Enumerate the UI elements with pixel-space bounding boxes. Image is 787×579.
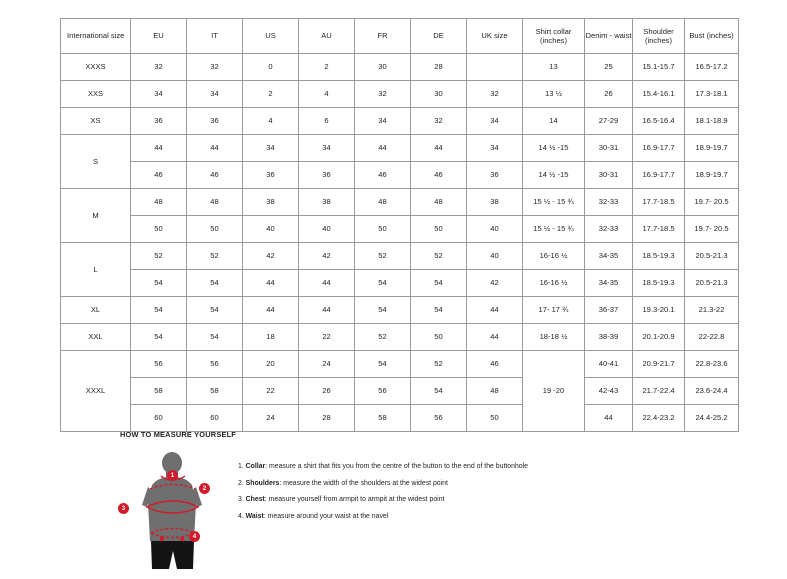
- cell-international-size: XL: [61, 297, 131, 324]
- instruction-text: : measure around your waist at the navel: [263, 512, 389, 520]
- cell-uk-size: 40: [467, 216, 523, 243]
- column-header-denim-waist: Denim - waist: [585, 19, 633, 54]
- instruction-label: Collar: [245, 463, 266, 470]
- cell-au: 2: [299, 54, 355, 81]
- cell-it: 48: [187, 189, 243, 216]
- cell-us: 38: [243, 189, 299, 216]
- column-header-fr: FR: [355, 19, 411, 54]
- table-body: [61, 54, 739, 432]
- cell-eu: 48: [131, 189, 187, 216]
- cell-denim-waist: 25: [585, 54, 633, 81]
- cell-international-size: M: [61, 189, 131, 243]
- column-header-au: AU: [299, 19, 355, 54]
- table-row: [61, 81, 739, 108]
- cell-it: 54: [187, 270, 243, 297]
- cell-it: 36: [187, 108, 243, 135]
- cell-uk-size: 36: [467, 162, 523, 189]
- table-row: [61, 108, 739, 135]
- cell-shirt-collar: 19 -20: [523, 351, 585, 432]
- cell-denim-waist: 34-35: [585, 243, 633, 270]
- table-header: [61, 19, 739, 54]
- cell-international-size: XXXL: [61, 351, 131, 432]
- cell-fr: 54: [355, 270, 411, 297]
- cell-fr: 48: [355, 189, 411, 216]
- cell-fr: 30: [355, 54, 411, 81]
- cell-shoulder: 17.7-18.5: [633, 216, 685, 243]
- cell-shoulder: 19.3-20.1: [633, 297, 685, 324]
- cell-shirt-collar: 18-18 ½: [523, 324, 585, 351]
- cell-it: 44: [187, 135, 243, 162]
- badge-chest: 3: [118, 503, 129, 514]
- cell-us: 20: [243, 351, 299, 378]
- cell-de: 52: [411, 351, 467, 378]
- cell-uk-size: 32: [467, 81, 523, 108]
- cell-de: 30: [411, 81, 467, 108]
- instruction-line: [238, 496, 528, 503]
- cell-fr: 52: [355, 243, 411, 270]
- cell-shirt-collar: 14: [523, 108, 585, 135]
- cell-us: 4: [243, 108, 299, 135]
- cell-uk-size: 42: [467, 270, 523, 297]
- cell-it: 54: [187, 324, 243, 351]
- cell-au: 22: [299, 324, 355, 351]
- cell-au: 4: [299, 81, 355, 108]
- instruction-label: Chest: [245, 496, 265, 503]
- table-row: [61, 378, 739, 405]
- table-row: [61, 270, 739, 297]
- cell-shoulder: 17.7-18.5: [633, 189, 685, 216]
- cell-bust: 16.5-17.2: [685, 54, 739, 81]
- table-row: [61, 54, 739, 81]
- badge-shoulders: 2: [199, 483, 210, 494]
- cell-uk-size: [467, 54, 523, 81]
- cell-eu: 54: [131, 324, 187, 351]
- cell-de: 52: [411, 243, 467, 270]
- cell-bust: 23.6-24.4: [685, 378, 739, 405]
- table-row: [61, 135, 739, 162]
- table-row: [61, 405, 739, 432]
- instruction-line: [238, 463, 528, 470]
- cell-denim-waist: 40-41: [585, 351, 633, 378]
- cell-de: 54: [411, 270, 467, 297]
- cell-it: 50: [187, 216, 243, 243]
- cell-us: 42: [243, 243, 299, 270]
- cell-shirt-collar: 14 ½ -15: [523, 162, 585, 189]
- table-row: [61, 243, 739, 270]
- table-row: [61, 324, 739, 351]
- instruction-text: : measure a shirt that fits you from the centre of the button to the end of the buttonhole: [265, 463, 528, 470]
- cell-international-size: XXL: [61, 324, 131, 351]
- cell-de: 32: [411, 108, 467, 135]
- cell-shirt-collar: 16-16 ½: [523, 270, 585, 297]
- instruction-line: [238, 513, 528, 520]
- column-header-international-size: International size: [61, 19, 131, 54]
- cell-uk-size: 34: [467, 135, 523, 162]
- cell-shoulder: 21.7-22.4: [633, 378, 685, 405]
- cell-bust: 24.4-25.2: [685, 405, 739, 432]
- cell-uk-size: 50: [467, 405, 523, 432]
- how-to-measure-section: [120, 430, 760, 574]
- cell-international-size: XXS: [61, 81, 131, 108]
- table-row: [61, 216, 739, 243]
- cell-shirt-collar: 13 ½: [523, 81, 585, 108]
- cell-denim-waist: 42-43: [585, 378, 633, 405]
- cell-de: 50: [411, 216, 467, 243]
- instruction-line: [238, 480, 528, 487]
- cell-us: 24: [243, 405, 299, 432]
- cell-shoulder: 15.4-16.1: [633, 81, 685, 108]
- cell-bust: 19.7- 20.5: [685, 216, 739, 243]
- cell-eu: 52: [131, 243, 187, 270]
- cell-eu: 58: [131, 378, 187, 405]
- badge-collar: 1: [167, 470, 178, 481]
- column-header-shirt-collar: Shirt collar (inches): [523, 19, 585, 54]
- cell-us: 22: [243, 378, 299, 405]
- cell-fr: 46: [355, 162, 411, 189]
- cell-international-size: XXXS: [61, 54, 131, 81]
- table-row: [61, 351, 739, 378]
- cell-shoulder: 22.4-23.2: [633, 405, 685, 432]
- cell-bust: 22.8-23.6: [685, 351, 739, 378]
- cell-bust: 17.3-18.1: [685, 81, 739, 108]
- cell-shoulder: 16.9-17.7: [633, 162, 685, 189]
- cell-au: 26: [299, 378, 355, 405]
- cell-it: 32: [187, 54, 243, 81]
- cell-us: 44: [243, 297, 299, 324]
- cell-us: 2: [243, 81, 299, 108]
- torso-illustration-svg: [120, 449, 230, 574]
- cell-us: 44: [243, 270, 299, 297]
- cell-shirt-collar: 14 ½ -15: [523, 135, 585, 162]
- cell-denim-waist: 32-33: [585, 189, 633, 216]
- cell-shoulder: 15.1-15.7: [633, 54, 685, 81]
- cell-shirt-collar: 15 ½ - 15 ¾: [523, 216, 585, 243]
- cell-shoulder: 18.5-19.3: [633, 270, 685, 297]
- cell-denim-waist: 34-35: [585, 270, 633, 297]
- how-to-measure-title: HOW TO MEASURE YOURSELF: [120, 430, 237, 439]
- cell-bust: 20.5-21.3: [685, 270, 739, 297]
- cell-au: 34: [299, 135, 355, 162]
- cell-shoulder: 16.9-17.7: [633, 135, 685, 162]
- cell-au: 40: [299, 216, 355, 243]
- cell-fr: 44: [355, 135, 411, 162]
- cell-denim-waist: 26: [585, 81, 633, 108]
- cell-bust: 22-22.8: [685, 324, 739, 351]
- cell-bust: 18.1-18.9: [685, 108, 739, 135]
- cell-fr: 56: [355, 378, 411, 405]
- cell-bust: 21.3-22: [685, 297, 739, 324]
- cell-shoulder: 20.9-21.7: [633, 351, 685, 378]
- cell-eu: 54: [131, 270, 187, 297]
- cell-shoulder: 20.1-20.9: [633, 324, 685, 351]
- cell-shirt-collar: 15 ½ - 15 ¾: [523, 189, 585, 216]
- cell-uk-size: 40: [467, 243, 523, 270]
- cell-bust: 19.7- 20.5: [685, 189, 739, 216]
- cell-it: 58: [187, 378, 243, 405]
- cell-au: 44: [299, 297, 355, 324]
- cell-au: 28: [299, 405, 355, 432]
- cell-de: 56: [411, 405, 467, 432]
- cell-shirt-collar: 16-16 ½: [523, 243, 585, 270]
- cell-bust: 20.5-21.3: [685, 243, 739, 270]
- cell-de: 54: [411, 378, 467, 405]
- cell-eu: 34: [131, 81, 187, 108]
- cell-au: 6: [299, 108, 355, 135]
- instruction-label: Waist: [245, 512, 264, 520]
- cell-au: 36: [299, 162, 355, 189]
- cell-shirt-collar: 17- 17 ¾: [523, 297, 585, 324]
- cell-it: 54: [187, 297, 243, 324]
- column-header-de: DE: [411, 19, 467, 54]
- cell-eu: 44: [131, 135, 187, 162]
- cell-uk-size: 46: [467, 351, 523, 378]
- column-header-shoulder: Shoulder (inches): [633, 19, 685, 54]
- how-to-measure-body: [120, 449, 760, 574]
- instruction-text: : measure the width of the shoulders at the widest point: [279, 479, 448, 487]
- cell-us: 34: [243, 135, 299, 162]
- badge-waist: 4: [189, 531, 200, 542]
- cell-fr: 52: [355, 324, 411, 351]
- cell-fr: 32: [355, 81, 411, 108]
- cell-eu: 60: [131, 405, 187, 432]
- cell-de: 28: [411, 54, 467, 81]
- cell-denim-waist: 38-39: [585, 324, 633, 351]
- cell-uk-size: 38: [467, 189, 523, 216]
- cell-de: 50: [411, 324, 467, 351]
- cell-de: 54: [411, 297, 467, 324]
- cell-fr: 34: [355, 108, 411, 135]
- cell-shoulder: 16.5-16.4: [633, 108, 685, 135]
- measure-instructions: [238, 449, 528, 529]
- cell-uk-size: 44: [467, 324, 523, 351]
- instruction-text: : measure yourself from armpit to armpit at the widest point: [264, 496, 445, 503]
- cell-de: 46: [411, 162, 467, 189]
- cell-it: 56: [187, 351, 243, 378]
- cell-au: 44: [299, 270, 355, 297]
- instruction-number: 3.: [238, 496, 244, 503]
- cell-bust: 18.9-19.7: [685, 135, 739, 162]
- table-row: [61, 189, 739, 216]
- column-header-us: US: [243, 19, 299, 54]
- cell-eu: 56: [131, 351, 187, 378]
- cell-fr: 54: [355, 297, 411, 324]
- instruction-number: 4.: [238, 512, 244, 520]
- column-header-uk-size: UK size: [467, 19, 523, 54]
- cell-us: 18: [243, 324, 299, 351]
- instruction-number: 2.: [238, 479, 244, 487]
- cell-denim-waist: 32-33: [585, 216, 633, 243]
- cell-uk-size: 48: [467, 378, 523, 405]
- column-header-bust: Bust (inches): [685, 19, 739, 54]
- cell-denim-waist: 27-29: [585, 108, 633, 135]
- cell-us: 0: [243, 54, 299, 81]
- column-header-it: IT: [187, 19, 243, 54]
- instruction-number: 1.: [238, 463, 244, 470]
- table-row: [61, 162, 739, 189]
- table-header-row: [61, 19, 739, 54]
- cell-denim-waist: 30-31: [585, 162, 633, 189]
- instruction-label: Shoulders: [245, 479, 280, 487]
- cell-eu: 54: [131, 297, 187, 324]
- cell-uk-size: 34: [467, 108, 523, 135]
- cell-international-size: L: [61, 243, 131, 297]
- cell-eu: 32: [131, 54, 187, 81]
- cell-shirt-collar: 13: [523, 54, 585, 81]
- cell-au: 24: [299, 351, 355, 378]
- cell-eu: 46: [131, 162, 187, 189]
- table-row: [61, 297, 739, 324]
- cell-de: 44: [411, 135, 467, 162]
- cell-au: 42: [299, 243, 355, 270]
- cell-bust: 18.9-19.7: [685, 162, 739, 189]
- cell-eu: 50: [131, 216, 187, 243]
- cell-us: 40: [243, 216, 299, 243]
- cell-fr: 50: [355, 216, 411, 243]
- body-diagram: [120, 449, 230, 574]
- cell-international-size: S: [61, 135, 131, 189]
- size-table: [60, 18, 739, 432]
- cell-au: 38: [299, 189, 355, 216]
- cell-it: 34: [187, 81, 243, 108]
- cell-denim-waist: 36-37: [585, 297, 633, 324]
- cell-us: 36: [243, 162, 299, 189]
- cell-shoulder: 18.5-19.3: [633, 243, 685, 270]
- cell-denim-waist: 30-31: [585, 135, 633, 162]
- cell-eu: 36: [131, 108, 187, 135]
- cell-denim-waist: 44: [585, 405, 633, 432]
- cell-it: 60: [187, 405, 243, 432]
- column-header-eu: EU: [131, 19, 187, 54]
- cell-uk-size: 44: [467, 297, 523, 324]
- cell-it: 52: [187, 243, 243, 270]
- cell-fr: 54: [355, 351, 411, 378]
- cell-it: 46: [187, 162, 243, 189]
- cell-international-size: XS: [61, 108, 131, 135]
- cell-fr: 58: [355, 405, 411, 432]
- size-table-container: [60, 18, 734, 432]
- cell-de: 48: [411, 189, 467, 216]
